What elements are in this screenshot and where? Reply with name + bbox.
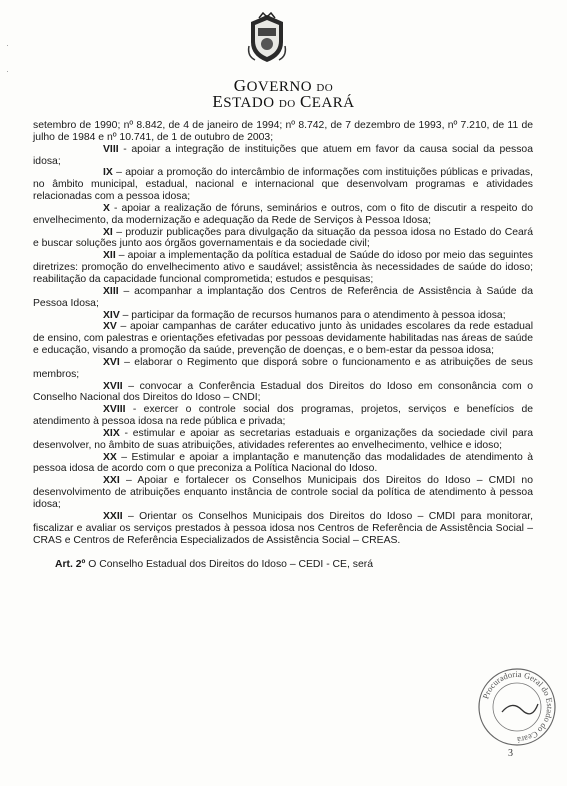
item-number: XV: [103, 321, 117, 333]
header-governo: GOVERNO DO: [233, 76, 334, 95]
list-item: [33, 511, 533, 547]
item-text: - estimular e apoiar as secretarias estaduais e organizações da sociedade civil para desenvolver, no âmbito de suas atribuições, atividades referentes ao envelhecimento, velhice e idoso;: [33, 427, 533, 451]
item-number: XIII: [103, 285, 119, 297]
item-text: – participar da formação de recursos humanos para o atendimento à pessoa idosa;: [119, 309, 506, 321]
scan-edge-mark: ·: [6, 66, 9, 76]
list-item: [33, 475, 533, 511]
list-item: [33, 227, 533, 251]
item-text: – apoiar a implementação da política estadual de Saúde do idoso por meio das seguintes diretrizes: promoção do envelhecimento ativo e saudável; assistência às necessidades de saúde do idoso; reabilitação da capacidade funcional comprometida; estudos e pesquisas;: [33, 250, 533, 285]
list-item: [33, 357, 533, 381]
item-text: – Estimular e apoiar a implantação e manutenção das modalidades de atendimento à pessoa idosa de acordo com o que preconiza a Política Nacional do Idoso.: [33, 451, 533, 475]
item-text: - apoiar a realização de fóruns, seminários e outros, com o fito de discutir a respeito do envelhecimento, da modernização e adequação da Rede de Serviços à Pessoa Idosa;: [33, 202, 533, 226]
item-text: - exercer o controle social dos programas, projetos, serviços e benefícios de atendimento à pessoa idosa na rede pública e privada;: [33, 404, 533, 428]
items-list: [33, 144, 533, 547]
list-item: [33, 203, 533, 227]
header-estado: ESTADO DO CEARÁ: [212, 92, 355, 111]
stamp-text: Procuradoria Geral do Estado do Ceará: [480, 668, 556, 746]
item-text: – acompanhar a implantação dos Centros de Referência de Assistência à Saúde da Pessoa Idosa;: [33, 285, 533, 309]
item-text: – apoiar campanhas de caráter educativo junto às unidades escolares da rede estadual de ensino, com palestras e orientações efetivadas por pessoas devidamente habilitadas nas áreas de saúde e educação, visando a promoção da saúde, prevenção de doenças, e o bem-estar da pessoa idosa;: [33, 321, 533, 357]
procuradoria-stamp: [472, 662, 562, 752]
list-item: [33, 167, 533, 203]
intro-paragraph: setembro de 1990; nº 8.842, de 4 de janeiro de 1994; nº 8.742, de 7 dezembro de 1993, nº 7.210, de 11 de julho de 1984 e nº 10.741, de 1 de outubro de 2003;: [33, 120, 533, 143]
list-item: [33, 321, 533, 357]
page-number: 3: [508, 748, 513, 759]
list-item: [33, 381, 533, 405]
item-number: XI: [103, 226, 113, 238]
item-number: XII: [103, 250, 116, 262]
item-number: IX: [103, 167, 113, 179]
item-number: XX: [103, 451, 117, 463]
item-text: – Apoiar e fortalecer os Conselhos Municipais dos Direitos do Idoso – CMDI no desenvolvimento de atribuições enquanto instância de controle social da política de atendimento à pessoa idosa;: [33, 475, 533, 510]
list-item: [33, 250, 533, 286]
item-number: XXII: [103, 510, 123, 522]
item-number: XXI: [103, 475, 120, 487]
article-2-paragraph: Art. 2º O Conselho Estadual dos Direitos do Idoso – CEDI - CE, será: [55, 559, 373, 571]
item-text: – produzir publicações para divulgação da situação da pessoa idosa no Estado do Ceará e buscar soluções junto aos órgãos governamentais e da sociedade civil;: [33, 226, 533, 250]
list-item: [33, 428, 533, 452]
item-number: VIII: [103, 143, 119, 155]
scan-edge-mark: ·: [6, 40, 9, 50]
item-number: XIV: [103, 309, 120, 321]
item-text: – Orientar os Conselhos Municipais dos Direitos do Idoso – CMDI para monitorar, fiscalizar e avaliar os serviços prestados à pessoa idosa nos Centros de Referência de Assistência Social – CRAS e Centros de Referência Especializados de Assistência Social – CREAS.: [33, 510, 533, 546]
item-number: XIX: [103, 427, 120, 439]
item-number: X: [103, 202, 110, 214]
item-text: – elaborar o Regimento que disporá sobre o funcionamento e as atribuições de seus membros;: [33, 356, 533, 380]
item-text: – convocar a Conferência Estadual dos Direitos do Idoso em consonância com o Conselho Nacional dos Direitos do Idoso – CNDI;: [33, 380, 533, 404]
list-item: [33, 310, 533, 322]
list-item: [33, 404, 533, 428]
item-text: – apoiar a promoção do intercâmbio de informações com instituições públicas e privadas, no âmbito municipal, estadual, nacional e internacional que desenvolvam programas e atividades relacionadas com a pessoa idosa;: [33, 167, 533, 203]
state-coat-of-arms-icon: [247, 12, 287, 64]
item-number: XVIII: [103, 404, 126, 416]
item-text: - apoiar a integração de instituições que atuem em favor da causa social da pessoa idosa;: [33, 143, 533, 167]
list-item: [33, 452, 533, 476]
list-item: [33, 144, 533, 168]
item-number: XVII: [103, 380, 123, 392]
document-body: [33, 120, 533, 571]
list-item: [33, 286, 533, 310]
item-number: XVI: [103, 356, 120, 368]
